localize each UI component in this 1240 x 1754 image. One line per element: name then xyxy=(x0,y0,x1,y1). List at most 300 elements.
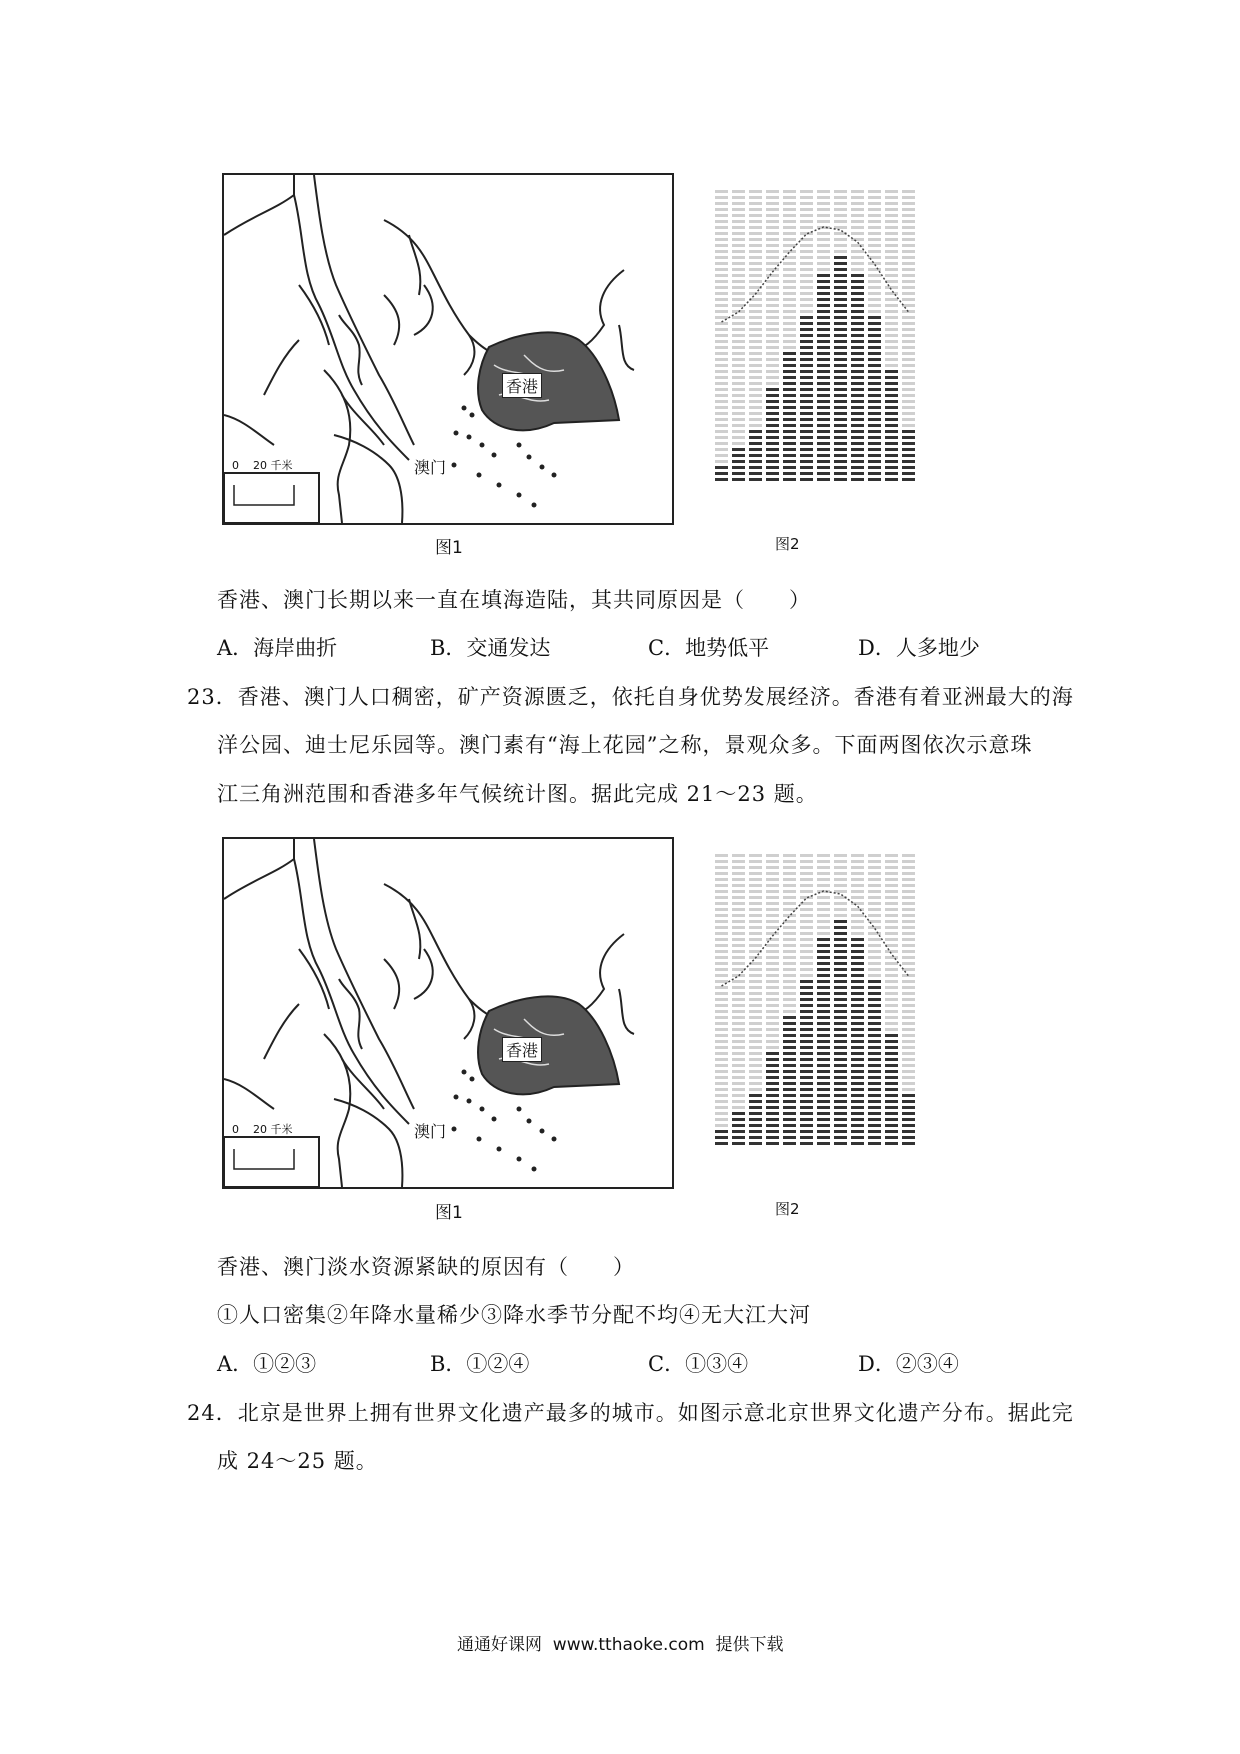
chart-texture-cell xyxy=(817,250,830,253)
chart-texture-cell xyxy=(902,980,915,983)
chart-texture-cell xyxy=(834,854,847,857)
chart-texture-cell xyxy=(834,226,847,229)
chart-texture-cell xyxy=(749,920,762,923)
chart-texture-cell xyxy=(800,256,813,259)
chart-texture-cell xyxy=(766,214,779,217)
chart-texture-cell xyxy=(868,196,881,199)
chart-texture-cell xyxy=(902,932,915,935)
chart-texture-cell xyxy=(732,190,745,193)
chart-texture-cell xyxy=(766,908,779,911)
chart-texture-cell xyxy=(902,340,915,343)
chart-texture-cell xyxy=(834,1004,847,1007)
chart-texture-cell xyxy=(885,310,898,313)
chart-texture-cell xyxy=(732,938,745,941)
chart-texture-cell xyxy=(868,1118,881,1121)
chart-texture-cell xyxy=(885,376,898,379)
chart-texture-cell xyxy=(885,878,898,881)
chart-texture-cell xyxy=(817,1088,830,1091)
chart-texture-cell xyxy=(817,1064,830,1067)
chart-texture-cell xyxy=(868,1046,881,1049)
chart-texture-cell xyxy=(766,466,779,469)
chart-texture-cell xyxy=(851,872,864,875)
chart-texture-cell xyxy=(800,1136,813,1139)
chart-texture-cell xyxy=(834,466,847,469)
chart-texture-cell xyxy=(783,1034,796,1037)
chart-texture-cell xyxy=(800,400,813,403)
chart-texture-cell xyxy=(868,466,881,469)
chart-texture-cell xyxy=(783,1058,796,1061)
chart-texture-cell xyxy=(800,1010,813,1013)
chart-texture-cell xyxy=(851,866,864,869)
chart-texture-cell xyxy=(834,962,847,965)
chart-texture-cell xyxy=(749,1058,762,1061)
chart-texture-cell xyxy=(766,376,779,379)
chart-texture-cell xyxy=(783,866,796,869)
chart-texture-cell xyxy=(749,998,762,1001)
chart-texture-cell xyxy=(800,250,813,253)
chart-texture-cell xyxy=(800,890,813,893)
chart-texture-cell xyxy=(885,1064,898,1067)
chart-texture-cell xyxy=(749,1124,762,1127)
chart-texture-cell xyxy=(851,268,864,271)
chart-texture-cell xyxy=(902,208,915,211)
chart-texture-cell xyxy=(902,944,915,947)
chart-texture-cell xyxy=(817,1094,830,1097)
chart-texture-cell xyxy=(766,280,779,283)
chart-texture-cell xyxy=(902,202,915,205)
chart-texture-cell xyxy=(715,334,728,337)
chart-texture-cell xyxy=(834,866,847,869)
chart-texture-cell xyxy=(834,460,847,463)
chart-texture-cell xyxy=(902,250,915,253)
chart-texture-cell xyxy=(749,316,762,319)
chart-texture-cell xyxy=(732,926,745,929)
chart-texture-cell xyxy=(817,376,830,379)
chart-texture-cell xyxy=(715,412,728,415)
chart-texture-cell xyxy=(800,322,813,325)
q22-option-d: D．人多地少 xyxy=(858,636,980,660)
chart-texture-cell xyxy=(885,950,898,953)
scale-bar-label: 0 20 千米 xyxy=(232,459,293,472)
chart-texture-cell xyxy=(715,896,728,899)
chart-texture-cell xyxy=(851,890,864,893)
figure-2-caption: 图2 xyxy=(775,535,800,553)
chart-texture-cell xyxy=(732,292,745,295)
chart-texture-cell xyxy=(783,884,796,887)
chart-texture-cell xyxy=(732,316,745,319)
chart-texture-cell xyxy=(817,908,830,911)
chart-texture-cell xyxy=(834,1064,847,1067)
chart-texture-cell xyxy=(715,244,728,247)
chart-texture-cell xyxy=(851,956,864,959)
chart-texture-cell xyxy=(732,896,745,899)
chart-texture-cell xyxy=(817,1058,830,1061)
chart-texture-cell xyxy=(902,232,915,235)
chart-texture-cell xyxy=(834,388,847,391)
chart-texture-cell xyxy=(851,196,864,199)
chart-texture-cell xyxy=(868,1022,881,1025)
chart-texture-cell xyxy=(749,1142,762,1145)
chart-texture-cell xyxy=(732,1010,745,1013)
chart-texture-cell xyxy=(851,932,864,935)
chart-texture-cell xyxy=(851,1112,864,1115)
chart-texture-cell xyxy=(749,986,762,989)
chart-texture-cell xyxy=(732,388,745,391)
chart-texture-cell xyxy=(834,932,847,935)
chart-texture-cell xyxy=(817,322,830,325)
chart-texture-cell xyxy=(817,262,830,265)
chart-texture-cell xyxy=(800,190,813,193)
chart-texture-cell xyxy=(817,298,830,301)
chart-texture-cell xyxy=(766,220,779,223)
q23b-option-a: A．①②③ xyxy=(217,1352,317,1376)
chart-texture-cell xyxy=(766,400,779,403)
chart-texture-cell xyxy=(885,920,898,923)
chart-texture-cell xyxy=(749,436,762,439)
chart-texture-cell xyxy=(783,956,796,959)
chart-texture-cell xyxy=(732,334,745,337)
chart-texture-cell xyxy=(885,1100,898,1103)
chart-texture-cell xyxy=(902,328,915,331)
chart-texture-cell xyxy=(800,1004,813,1007)
chart-texture-cell xyxy=(902,244,915,247)
chart-texture-cell xyxy=(800,262,813,265)
chart-texture-cell xyxy=(902,448,915,451)
chart-texture-cell xyxy=(766,1112,779,1115)
chart-texture-cell xyxy=(766,232,779,235)
chart-texture-cell xyxy=(868,1052,881,1055)
chart-texture-cell xyxy=(902,388,915,391)
chart-texture-cell xyxy=(885,220,898,223)
chart-texture-cell xyxy=(766,328,779,331)
chart-texture-cell xyxy=(732,472,745,475)
chart-texture-cell xyxy=(766,430,779,433)
chart-texture-cell xyxy=(868,418,881,421)
chart-texture-cell xyxy=(715,310,728,313)
chart-texture-cell xyxy=(715,262,728,265)
chart-texture-cell xyxy=(800,1118,813,1121)
chart-texture-cell xyxy=(851,316,864,319)
chart-texture-cell xyxy=(902,358,915,361)
chart-texture-cell xyxy=(902,1022,915,1025)
chart-texture-cell xyxy=(868,884,881,887)
chart-texture-cell xyxy=(834,382,847,385)
chart-texture-cell xyxy=(715,1076,728,1079)
chart-texture-cell xyxy=(851,1034,864,1037)
chart-texture-cell xyxy=(885,1046,898,1049)
chart-texture-cell xyxy=(783,370,796,373)
chart-texture-cell xyxy=(851,968,864,971)
chart-texture-cell xyxy=(715,1046,728,1049)
chart-texture-cell xyxy=(834,328,847,331)
chart-texture-cell xyxy=(885,436,898,439)
chart-texture-cell xyxy=(749,250,762,253)
chart-texture-cell xyxy=(749,364,762,367)
chart-texture-cell xyxy=(885,1130,898,1133)
chart-texture-cell xyxy=(783,1016,796,1019)
chart-texture-cell xyxy=(885,292,898,295)
chart-texture-cell xyxy=(766,980,779,983)
chart-texture-cell xyxy=(868,406,881,409)
chart-texture-cell xyxy=(783,346,796,349)
chart-texture-cell xyxy=(868,214,881,217)
chart-texture-cell xyxy=(715,376,728,379)
chart-texture-cell xyxy=(749,334,762,337)
chart-texture-cell xyxy=(834,1076,847,1079)
chart-texture-cell xyxy=(800,436,813,439)
chart-texture-cell xyxy=(851,878,864,881)
chart-texture-cell xyxy=(800,304,813,307)
chart-texture-cell xyxy=(732,328,745,331)
chart-texture-cell xyxy=(902,418,915,421)
chart-texture-cell xyxy=(868,448,881,451)
chart-texture-cell xyxy=(715,1142,728,1145)
chart-texture-cell xyxy=(902,268,915,271)
chart-texture-cell xyxy=(902,866,915,869)
chart-texture-cell xyxy=(715,214,728,217)
chart-texture-cell xyxy=(902,938,915,941)
chart-texture-cell xyxy=(749,1118,762,1121)
figure-1-caption: 图1 xyxy=(435,538,463,558)
chart-texture-cell xyxy=(732,376,745,379)
chart-texture-cell xyxy=(902,1142,915,1145)
chart-texture-cell xyxy=(783,232,796,235)
chart-texture-cell xyxy=(902,986,915,989)
chart-texture-cell xyxy=(732,902,745,905)
chart-texture-cell xyxy=(783,896,796,899)
chart-texture-cell xyxy=(851,334,864,337)
chart-texture-cell xyxy=(766,292,779,295)
chart-texture-cell xyxy=(800,860,813,863)
chart-texture-cell xyxy=(851,346,864,349)
chart-texture-cell xyxy=(902,346,915,349)
chart-texture-cell xyxy=(749,268,762,271)
chart-texture-cell xyxy=(834,400,847,403)
chart-texture-cell xyxy=(766,1016,779,1019)
chart-texture-cell xyxy=(834,256,847,259)
chart-texture-cell xyxy=(766,226,779,229)
chart-texture-cell xyxy=(851,406,864,409)
chart-texture-cell xyxy=(800,418,813,421)
chart-texture-cell xyxy=(783,968,796,971)
chart-texture-cell xyxy=(749,878,762,881)
chart-texture-cell xyxy=(800,316,813,319)
chart-texture-cell xyxy=(783,292,796,295)
chart-texture-cell xyxy=(732,860,745,863)
chart-texture-cell xyxy=(800,382,813,385)
chart-texture-cell xyxy=(800,1052,813,1055)
page-footer: 通通好课网 www.tthaoke.com 提供下载 xyxy=(457,1635,784,1655)
chart-texture-cell xyxy=(783,322,796,325)
chart-texture-cell xyxy=(817,1118,830,1121)
chart-texture-cell xyxy=(732,286,745,289)
chart-texture-cell xyxy=(715,286,728,289)
chart-texture-cell xyxy=(715,472,728,475)
chart-texture-cell xyxy=(749,256,762,259)
chart-texture-cell xyxy=(715,956,728,959)
chart-texture-cell xyxy=(766,196,779,199)
chart-texture-cell xyxy=(817,1124,830,1127)
chart-texture-cell xyxy=(851,226,864,229)
chart-texture-cell xyxy=(868,232,881,235)
chart-texture-cell xyxy=(715,436,728,439)
chart-texture-cell xyxy=(817,238,830,241)
chart-texture-cell xyxy=(817,1022,830,1025)
chart-texture-cell xyxy=(783,202,796,205)
chart-texture-cell xyxy=(766,274,779,277)
chart-texture-cell xyxy=(817,1034,830,1037)
chart-texture-cell xyxy=(834,1112,847,1115)
chart-texture-cell xyxy=(766,950,779,953)
chart-texture-cell xyxy=(885,1058,898,1061)
chart-texture-cell xyxy=(732,394,745,397)
chart-texture-cell xyxy=(800,986,813,989)
chart-texture-cell xyxy=(732,232,745,235)
chart-texture-cell xyxy=(715,406,728,409)
chart-texture-cell xyxy=(851,442,864,445)
chart-texture-cell xyxy=(817,938,830,941)
chart-texture-cell xyxy=(834,376,847,379)
chart-texture-cell xyxy=(715,328,728,331)
chart-texture-cell xyxy=(749,1064,762,1067)
chart-texture-cell xyxy=(851,1022,864,1025)
chart-texture-cell xyxy=(766,920,779,923)
chart-texture-cell xyxy=(817,1106,830,1109)
chart-texture-cell xyxy=(817,1052,830,1055)
chart-texture-cell xyxy=(868,980,881,983)
chart-texture-cell xyxy=(851,370,864,373)
chart-texture-cell xyxy=(868,340,881,343)
chart-texture-cell xyxy=(817,202,830,205)
chart-texture-cell xyxy=(783,358,796,361)
chart-texture-cell xyxy=(851,1064,864,1067)
chart-texture-cell xyxy=(885,854,898,857)
chart-texture-cell xyxy=(902,478,915,481)
chart-texture-cell xyxy=(800,358,813,361)
chart-texture-cell xyxy=(885,346,898,349)
chart-texture-cell xyxy=(766,1118,779,1121)
chart-texture-cell xyxy=(732,460,745,463)
chart-texture-cell xyxy=(834,274,847,277)
chart-texture-cell xyxy=(817,334,830,337)
chart-texture-cell xyxy=(851,208,864,211)
chart-texture-cell xyxy=(868,866,881,869)
chart-texture-cell xyxy=(766,1130,779,1133)
chart-texture-cell xyxy=(715,1028,728,1031)
chart-texture-cell xyxy=(749,884,762,887)
chart-texture-cell xyxy=(783,1052,796,1055)
chart-texture-cell xyxy=(800,202,813,205)
chart-texture-cell xyxy=(800,220,813,223)
chart-texture-cell xyxy=(902,370,915,373)
chart-texture-cell xyxy=(766,1136,779,1139)
chart-texture-cell xyxy=(834,1040,847,1043)
chart-texture-cell xyxy=(732,1130,745,1133)
chart-texture-cell xyxy=(732,890,745,893)
chart-texture-cell xyxy=(885,1082,898,1085)
chart-texture-cell xyxy=(800,956,813,959)
chart-texture-cell xyxy=(868,896,881,899)
chart-texture-cell xyxy=(885,1016,898,1019)
q22-option-a: A．海岸曲折 xyxy=(217,636,338,660)
chart-texture-cell xyxy=(749,1082,762,1085)
chart-texture-cell xyxy=(783,998,796,1001)
chart-texture-cell xyxy=(902,412,915,415)
chart-texture-cell xyxy=(715,902,728,905)
chart-texture-cell xyxy=(834,268,847,271)
chart-texture-cell xyxy=(902,896,915,899)
chart-texture-cell xyxy=(834,1094,847,1097)
chart-texture-cell xyxy=(749,412,762,415)
chart-texture-cell xyxy=(800,298,813,301)
chart-texture-cell xyxy=(817,256,830,259)
chart-texture-cell xyxy=(715,914,728,917)
chart-texture-cell xyxy=(868,938,881,941)
chart-texture-cell xyxy=(851,938,864,941)
chart-texture-cell xyxy=(800,1070,813,1073)
chart-texture-cell xyxy=(749,992,762,995)
chart-texture-cell xyxy=(834,1022,847,1025)
chart-texture-cell xyxy=(749,208,762,211)
chart-texture-cell xyxy=(732,244,745,247)
chart-texture-cell xyxy=(902,1052,915,1055)
chart-texture-cell xyxy=(885,1136,898,1139)
chart-texture-cell xyxy=(732,980,745,983)
chart-texture-cell xyxy=(800,1064,813,1067)
chart-texture-cell xyxy=(732,1046,745,1049)
chart-texture-cell xyxy=(732,262,745,265)
chart-texture-cell xyxy=(834,980,847,983)
chart-texture-cell xyxy=(715,466,728,469)
chart-texture-cell xyxy=(749,472,762,475)
chart-texture-cell xyxy=(800,1058,813,1061)
chart-texture-cell xyxy=(885,1076,898,1079)
chart-texture-cell xyxy=(749,1022,762,1025)
chart-texture-cell xyxy=(902,1064,915,1067)
chart-texture-cell xyxy=(715,1022,728,1025)
chart-texture-cell xyxy=(783,1082,796,1085)
chart-texture-cell xyxy=(851,352,864,355)
chart-texture-cell xyxy=(800,1088,813,1091)
chart-texture-cell xyxy=(749,1136,762,1139)
chart-texture-cell xyxy=(817,974,830,977)
chart-texture-cell xyxy=(715,190,728,193)
chart-texture-cell xyxy=(749,1016,762,1019)
chart-texture-cell xyxy=(834,956,847,959)
chart-texture-cell xyxy=(732,992,745,995)
chart-texture-cell xyxy=(902,322,915,325)
chart-texture-cell xyxy=(834,878,847,881)
chart-texture-cell xyxy=(851,310,864,313)
chart-texture-cell xyxy=(800,1028,813,1031)
chart-texture-cell xyxy=(834,430,847,433)
chart-texture-cell xyxy=(851,944,864,947)
chart-texture-cell xyxy=(749,1046,762,1049)
chart-texture-cell xyxy=(715,926,728,929)
chart-texture-cell xyxy=(885,268,898,271)
chart-texture-cell xyxy=(817,292,830,295)
chart-texture-cell xyxy=(817,394,830,397)
chart-texture-cell xyxy=(732,1088,745,1091)
chart-texture-cell xyxy=(732,364,745,367)
chart-texture-cell xyxy=(851,1070,864,1073)
chart-texture-cell xyxy=(749,1034,762,1037)
chart-texture-cell xyxy=(868,1088,881,1091)
chart-texture-cell xyxy=(851,1010,864,1013)
chart-texture-cell xyxy=(902,406,915,409)
chart-texture-cell xyxy=(749,478,762,481)
chart-texture-cell xyxy=(868,1016,881,1019)
